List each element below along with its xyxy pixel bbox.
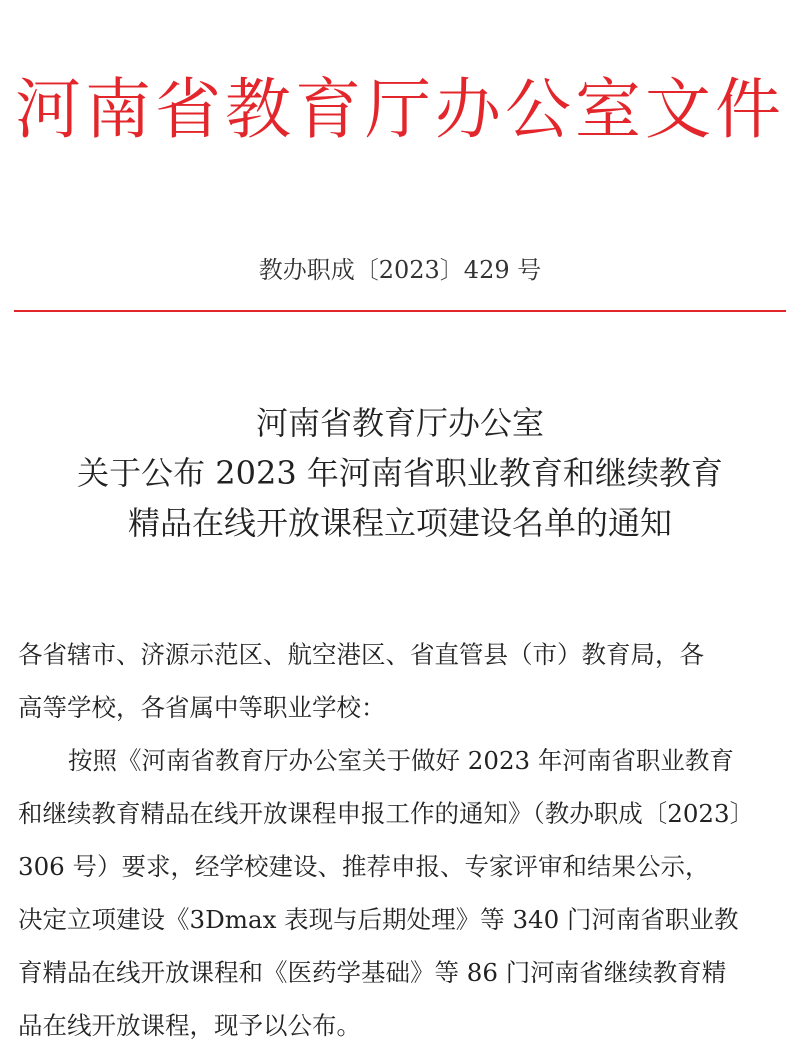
paragraph-line: 品在线开放课程，现予以公布。 <box>18 1011 361 1040</box>
notice-body <box>18 628 788 1052</box>
paragraph-line: 和继续教育精品在线开放课程申报工作的通知》（教办职成〔2023〕 <box>18 799 755 828</box>
paragraph-line: 306 号）要求，经学校建设、推荐申报、专家评审和结果公示， <box>18 852 710 881</box>
paragraph-line: 按照《河南省教育厅办公室关于做好 2023 年河南省职业教育 <box>68 746 734 775</box>
salutation-line: 高等学校，各省属中等职业学校： <box>18 693 386 722</box>
salutation-line: 各省辖市、济源示范区、航空港区、省直管县（市）教育局，各 <box>18 640 704 669</box>
paragraph-line: 决定立项建设《3Dmax 表现与后期处理》等 340 门河南省职业教 <box>18 905 739 934</box>
notice-title-line: 关于公布 2023 年河南省职业教育和继续教育 <box>77 454 723 492</box>
paragraph-line: 育精品在线开放课程和《医药学基础》等 86 门河南省继续教育精 <box>18 958 727 987</box>
notice-title-line: 精品在线开放课程立项建设名单的通知 <box>127 504 672 542</box>
red-divider-line <box>14 310 786 312</box>
document-number: 教办职成〔2023〕429 号 <box>258 256 542 284</box>
document-header-title: 河南省教育厅办公室文件 <box>15 71 785 148</box>
notice-title-line: 河南省教育厅办公室 <box>255 404 544 442</box>
notice-title <box>0 398 800 548</box>
